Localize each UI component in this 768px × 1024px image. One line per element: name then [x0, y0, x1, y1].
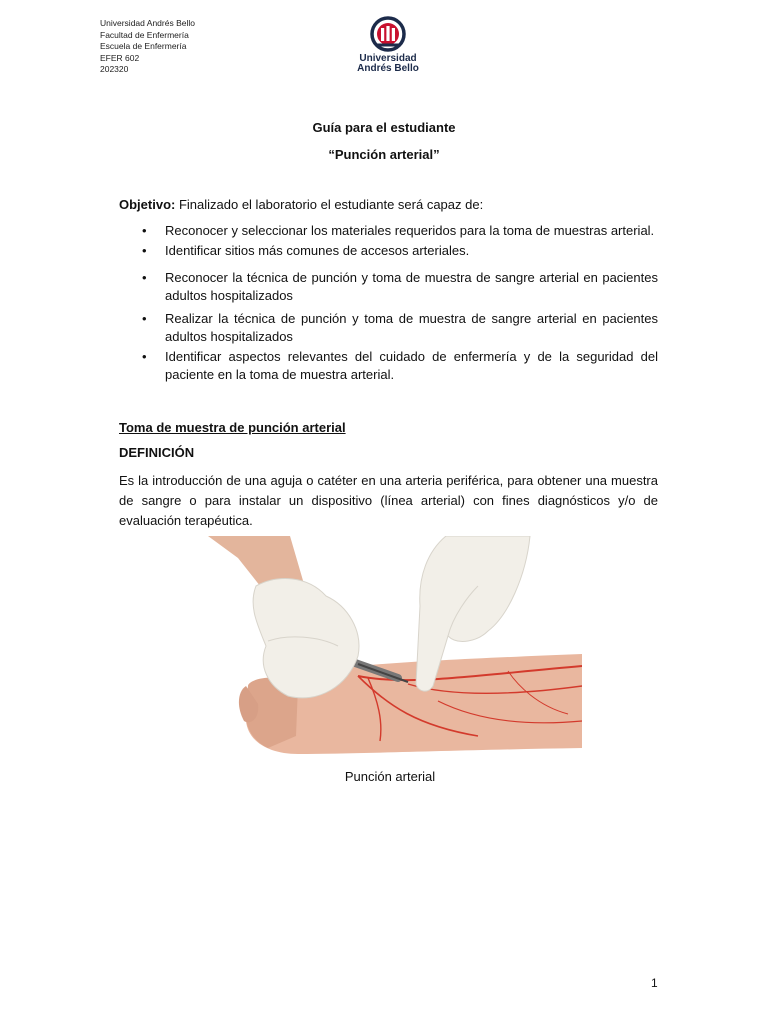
university-crest-icon: [370, 16, 406, 52]
list-item: [119, 269, 658, 305]
page-number: 1: [651, 976, 658, 990]
header-course-code: EFER 602: [100, 52, 140, 63]
bullet-icon: •: [142, 270, 147, 285]
list-item: [119, 242, 658, 260]
header-faculty: Facultad de Enfermería: [100, 29, 189, 40]
section-title: Toma de muestra de punción arterial: [119, 420, 346, 435]
figure-caption: Punción arterial: [344, 769, 436, 784]
document-title: Guía para el estudiante: [312, 120, 456, 135]
bullet-icon: •: [142, 223, 147, 238]
objective-intro: Finalizado el laboratorio el estudiante será capaz de:: [175, 197, 484, 212]
objective-label: Objetivo:: [119, 197, 176, 212]
list-item-text: Identificar sitios más comunes de accesos arteriales.: [165, 243, 470, 258]
document-subtitle: “Punción arterial”: [328, 147, 440, 162]
objective-heading: [119, 197, 483, 212]
arterial-puncture-photo: [208, 536, 582, 762]
header-school: Escuela de Enfermería: [100, 41, 187, 51]
bullet-icon: •: [142, 349, 147, 364]
list-item-text: Realizar la técnica de punción y toma de muestra de sangre arterial en pacientes adultos hospitalizados: [165, 311, 658, 344]
list-item: [119, 348, 658, 384]
list-item-text: Reconocer y seleccionar los materiales requeridos para la toma de muestras arterial.: [165, 223, 655, 238]
list-item: [119, 310, 658, 346]
logo-text-line2: Andrés Bello: [357, 63, 419, 74]
list-item-text: Reconocer la técnica de punción y toma de muestra de sangre arterial en pacientes adultos hospitalizados: [165, 270, 658, 303]
header-university: Universidad Andrés Bello: [100, 18, 195, 28]
university-logo: [350, 16, 426, 78]
definition-heading: DEFINICIÓN: [119, 445, 195, 460]
bullet-icon: •: [142, 311, 147, 326]
bullet-icon: •: [142, 243, 147, 258]
header-info: [100, 18, 195, 76]
logo-text-line1: Universidad: [359, 53, 417, 64]
header-term: 202320: [100, 64, 129, 74]
list-item: [119, 222, 658, 240]
list-item-text: Identificar aspectos relevantes del cuidado de enfermería y de la seguridad del paciente en la toma de muestra arterial.: [165, 349, 658, 382]
definition-paragraph: Es la introducción de una aguja o catéter en una arteria periférica, para obtener una muestra de sangre o para instalar un dispositivo (línea arterial) con fines diagnósticos y/o de evaluación terapéutica.: [119, 473, 658, 528]
